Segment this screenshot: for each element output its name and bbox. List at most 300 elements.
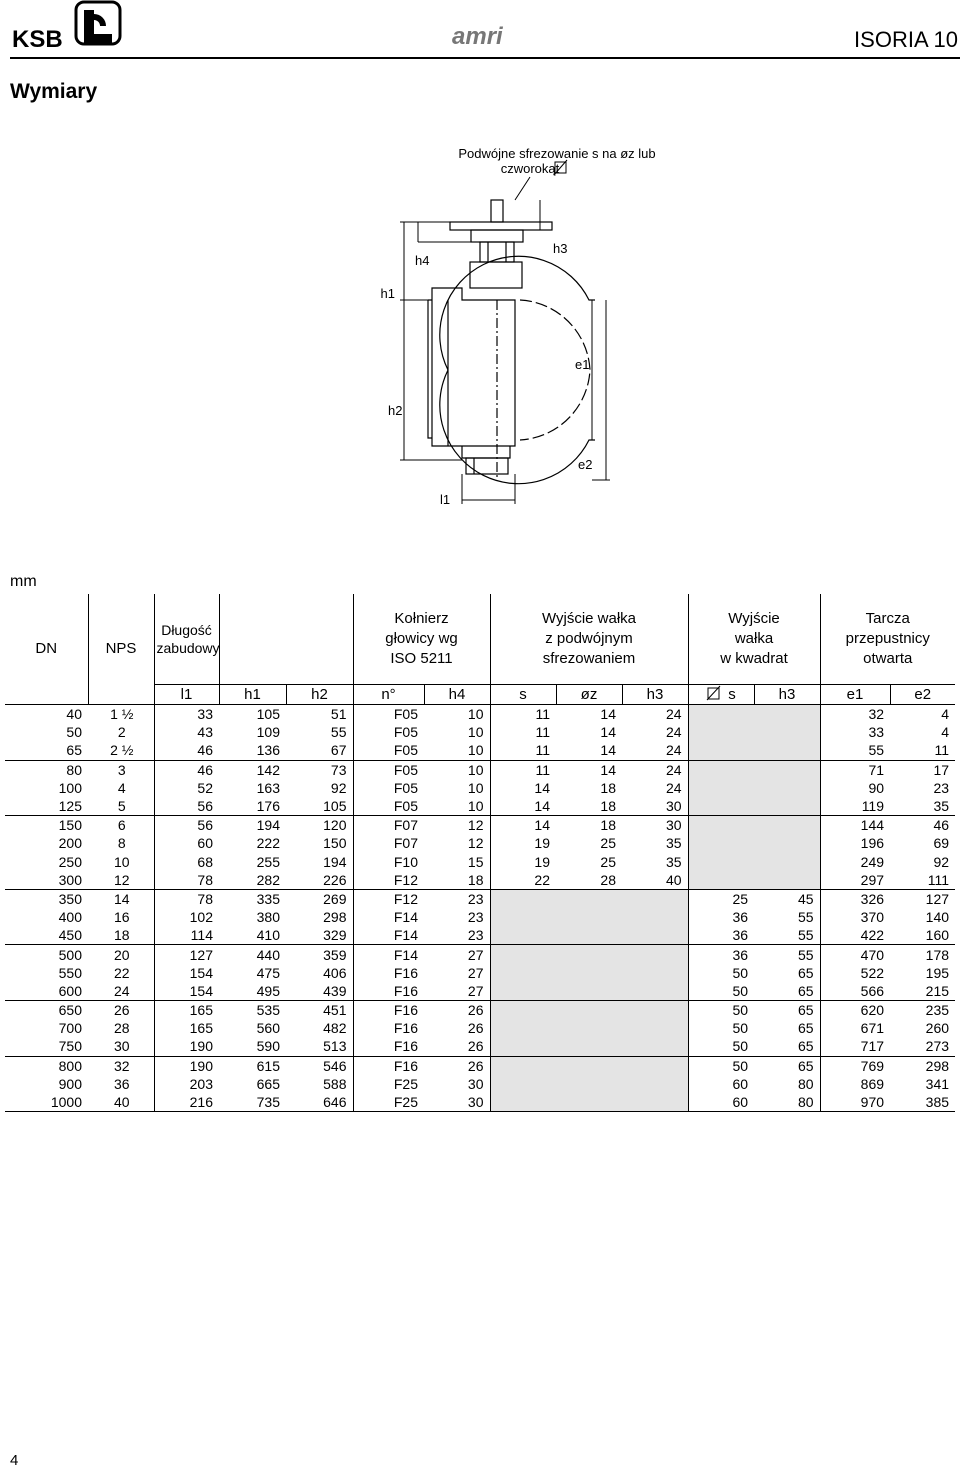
table-cell: 46	[890, 816, 955, 835]
table-cell	[622, 908, 688, 926]
dim-label-h3: h3	[553, 241, 568, 256]
table-cell: 273	[925, 1038, 950, 1055]
table-cell: 26	[424, 1001, 490, 1020]
table-cell: 222	[256, 835, 280, 852]
table-cell	[490, 964, 556, 982]
table-cell: 35	[933, 798, 950, 815]
table-cell: 105	[256, 706, 280, 723]
table-cell: 127	[890, 889, 955, 908]
table-cell	[622, 1037, 688, 1056]
table-cell: 80	[5, 760, 88, 779]
table-cell: 65	[754, 1056, 820, 1075]
table-cell: 650	[5, 1001, 88, 1020]
table-cell: 297	[820, 871, 890, 890]
table-cell: 18	[600, 779, 616, 796]
sub-h3: h3	[622, 685, 688, 705]
table-cell: 350	[5, 889, 88, 908]
table-cell: F12	[353, 889, 424, 908]
table-cell: 35	[665, 853, 682, 870]
table-cell: 127	[154, 945, 219, 964]
drawing-note-line2: czworokąt	[500, 161, 560, 176]
table-cell	[490, 1037, 556, 1056]
square-symbol-icon	[706, 685, 722, 701]
table-cell: 28	[600, 871, 616, 888]
amri-logo-text: amri	[452, 23, 503, 50]
table-row	[5, 926, 955, 945]
table-cell: 194	[219, 816, 286, 835]
col-disc: Tarcza przepustnicy otwarta	[845, 610, 930, 667]
table-cell: 23	[467, 909, 484, 926]
table-cell: 65	[66, 742, 82, 759]
table-row	[5, 834, 955, 852]
table-cell: 800	[5, 1056, 88, 1075]
table-cell: 422	[820, 926, 890, 945]
table-cell: 32	[88, 1056, 154, 1075]
sub-oz: øz	[556, 685, 622, 705]
table-cell: 11	[490, 723, 556, 741]
table-cell: 190	[154, 1037, 219, 1056]
sub-l1: l1	[154, 685, 219, 705]
note-leader-line	[515, 177, 530, 200]
table-row	[5, 889, 955, 908]
table-cell: 282	[256, 871, 280, 888]
table-cell	[556, 1019, 622, 1037]
table-row	[5, 741, 955, 760]
table-cell: 23	[933, 779, 950, 796]
col-dn: DN	[5, 594, 88, 705]
table-cell: 36	[688, 945, 754, 964]
table-cell: 298	[323, 909, 347, 926]
table-cell: 216	[154, 1093, 219, 1112]
table-cell: 125	[58, 798, 82, 815]
table-cell: 140	[925, 909, 950, 926]
table-cell: 235	[890, 1001, 955, 1020]
table-cell: 566	[820, 982, 890, 1001]
table-cell: 69	[933, 835, 950, 852]
table-cell: 14	[600, 742, 616, 759]
product-series: ISORIA 10	[854, 27, 958, 52]
table-cell	[688, 779, 754, 797]
unit-label: mm	[10, 573, 37, 590]
table-row	[5, 1019, 955, 1037]
sub-h4: h4	[424, 685, 490, 705]
table-cell: 196	[820, 834, 890, 852]
table-cell: 359	[286, 945, 353, 964]
table-cell	[556, 1037, 622, 1056]
table-cell: 50	[688, 964, 754, 982]
table-cell: 19	[490, 834, 556, 852]
sub-h2: h2	[286, 685, 353, 705]
table-cell: 900	[58, 1075, 82, 1092]
table-cell: F07	[353, 834, 424, 852]
table-cell: 4	[941, 724, 950, 741]
table-cell: 60	[154, 834, 219, 852]
table-cell: 970	[820, 1093, 890, 1112]
table-cell: 105	[323, 798, 347, 815]
table-cell	[490, 926, 556, 945]
table-cell: 30	[622, 816, 688, 835]
table-cell: 24	[113, 982, 130, 999]
table-cell: 163	[256, 779, 280, 796]
table-cell: 249	[820, 853, 890, 871]
amri-logo	[450, 18, 522, 52]
table-cell: 165	[154, 1001, 219, 1020]
table-cell: 700	[58, 1020, 82, 1037]
table-cell	[556, 1001, 622, 1020]
table-cell	[754, 760, 820, 779]
table-cell: 370	[820, 908, 890, 926]
table-cell: 78	[154, 871, 219, 890]
table-cell: 51	[330, 706, 347, 723]
table-cell: F16	[353, 964, 424, 982]
table-cell	[754, 871, 820, 890]
table-cell	[490, 945, 556, 964]
dimensions-table	[5, 594, 955, 1112]
valve-dimension-drawing	[0, 140, 960, 520]
table-cell	[556, 982, 622, 1001]
table-cell: 120	[286, 816, 353, 835]
table-cell: 190	[154, 1056, 219, 1075]
table-cell: 10	[467, 798, 484, 815]
table-cell: 150	[5, 816, 88, 835]
table-cell: 380	[256, 909, 280, 926]
table-cell: 406	[323, 964, 347, 981]
table-cell	[622, 1001, 688, 1020]
table-cell: 24	[665, 706, 682, 723]
sub-e1: e1	[820, 685, 890, 705]
table-cell: 14	[88, 889, 154, 908]
table-cell: F05	[353, 779, 424, 797]
table-cell: 40	[66, 706, 82, 723]
page-number: 4	[10, 1452, 19, 1469]
table-cell: 335	[219, 889, 286, 908]
table-cell: 56	[154, 816, 219, 835]
table-cell	[556, 1056, 622, 1075]
table-cell: 26	[88, 1001, 154, 1020]
table-cell: 65	[797, 982, 814, 999]
table-cell: 27	[424, 945, 490, 964]
table-cell	[622, 964, 688, 982]
table-cell: 10	[467, 742, 484, 759]
table-cell: 23	[467, 927, 484, 944]
table-cell: F05	[353, 741, 424, 760]
table-cell: 10	[467, 779, 484, 796]
table-cell: F05	[353, 705, 424, 724]
table-cell: 45	[754, 889, 820, 908]
table-cell: 735	[219, 1093, 286, 1112]
table-cell: 30	[113, 1038, 130, 1055]
table-cell	[490, 982, 556, 1001]
table-row	[5, 779, 955, 797]
table-cell: F14	[353, 908, 424, 926]
table-cell: 1 ½	[110, 706, 134, 723]
table-cell	[556, 926, 622, 945]
table-cell: 5	[117, 798, 126, 815]
table-cell: 14	[600, 706, 616, 723]
table-cell: 12	[424, 816, 490, 835]
table-cell: 600	[58, 982, 82, 999]
dim-label-l1: l1	[440, 492, 451, 507]
table-cell: 50	[688, 1037, 754, 1056]
table-cell: 475	[256, 964, 280, 981]
table-cell	[622, 889, 688, 908]
table-cell	[622, 1093, 688, 1112]
table-row	[5, 1075, 955, 1093]
table-cell: 8	[117, 835, 126, 852]
dim-label-e1: e1	[575, 357, 590, 372]
table-cell: 16	[113, 909, 130, 926]
table-cell	[754, 741, 820, 760]
table-cell: 215	[925, 982, 950, 999]
table-cell	[490, 1056, 556, 1075]
table-cell: 65	[797, 964, 814, 981]
table-cell: 665	[256, 1075, 280, 1092]
table-cell: 10	[113, 853, 130, 870]
table-row	[5, 760, 955, 779]
table-cell: 46	[154, 760, 219, 779]
table-cell	[622, 926, 688, 945]
table-cell: 100	[58, 779, 82, 796]
table-cell: 36	[113, 1075, 130, 1092]
table-cell: 470	[820, 945, 890, 964]
table-cell: 27	[467, 964, 484, 981]
drawing-note-line1: Podwójne sfrezowanie s na øz lub	[458, 146, 656, 161]
table-cell: 55	[820, 741, 890, 760]
table-cell: 26	[467, 1020, 484, 1037]
table-cell: 27	[467, 982, 484, 999]
dim-label-h4: h4	[415, 253, 430, 268]
table-cell	[556, 945, 622, 964]
table-row	[5, 908, 955, 926]
table-cell: 92	[933, 853, 950, 870]
table-cell: 10	[467, 724, 484, 741]
table-cell: F25	[353, 1075, 424, 1093]
table-cell	[754, 705, 820, 724]
table-cell	[622, 1019, 688, 1037]
table-cell: 269	[286, 889, 353, 908]
table-cell: 546	[286, 1056, 353, 1075]
table-cell: 500	[5, 945, 88, 964]
table-cell: 80	[754, 1093, 820, 1112]
table-cell: 73	[286, 760, 353, 779]
table-cell: 482	[323, 1020, 347, 1037]
table-cell: 18	[556, 816, 622, 835]
dim-label-e2: e2	[578, 457, 593, 472]
table-cell: 385	[890, 1093, 955, 1112]
table-cell: 32	[820, 705, 890, 724]
table-cell: 50	[688, 982, 754, 1001]
table-cell: 30	[665, 798, 682, 815]
table-cell: 80	[797, 1075, 814, 1092]
table-cell: 439	[323, 982, 347, 999]
table-cell: 30	[467, 1075, 484, 1092]
table-cell: F16	[353, 982, 424, 1001]
table-cell: 65	[797, 1020, 814, 1037]
table-cell: 25	[600, 853, 616, 870]
table-cell: 35	[665, 835, 682, 852]
header-rule	[10, 57, 960, 59]
table-cell: 2 ½	[110, 742, 134, 759]
ksb-logo	[10, 0, 122, 52]
table-cell: 24	[665, 724, 682, 741]
table-cell: 298	[890, 1056, 955, 1075]
table-cell: 450	[58, 927, 82, 944]
table-cell: 2	[117, 724, 126, 741]
table-cell: F12	[353, 871, 424, 890]
table-cell: 194	[323, 853, 347, 870]
table-cell: 14	[556, 760, 622, 779]
table-cell	[688, 816, 754, 835]
table-cell: 250	[58, 853, 82, 870]
table-cell	[688, 797, 754, 816]
table-row	[5, 1037, 955, 1056]
table-cell: 178	[890, 945, 955, 964]
table-cell: F05	[353, 760, 424, 779]
table-cell: F25	[353, 1093, 424, 1112]
table-cell: 25	[688, 889, 754, 908]
sub-square-h3: h3	[754, 685, 820, 705]
table-cell: 43	[154, 723, 219, 741]
table-cell	[622, 945, 688, 964]
table-cell: 620	[820, 1001, 890, 1020]
table-cell: F16	[353, 1019, 424, 1037]
table-cell: 78	[154, 889, 219, 908]
table-cell: 12	[467, 835, 484, 852]
col-flange: Kołnierz głowicy wg ISO 5211	[353, 594, 490, 685]
table-cell: 67	[330, 742, 347, 759]
table-cell: 203	[154, 1075, 219, 1093]
table-cell: 28	[113, 1020, 130, 1037]
table-cell: 14	[490, 779, 556, 797]
table-cell	[556, 889, 622, 908]
table-cell: 142	[219, 760, 286, 779]
table-cell: 326	[820, 889, 890, 908]
table-cell: 560	[256, 1020, 280, 1037]
table-row	[5, 816, 955, 835]
table-cell	[556, 1093, 622, 1112]
table-cell: 36	[688, 926, 754, 945]
table-cell: 200	[58, 835, 82, 852]
table-cell: 119	[820, 797, 890, 816]
table-cell: 50	[688, 1019, 754, 1037]
table-cell: 15	[467, 853, 484, 870]
table-cell: 50	[688, 1001, 754, 1020]
table-cell: 18	[600, 798, 616, 815]
sub-square-s: s	[688, 685, 754, 705]
table-row	[5, 982, 955, 1001]
table-cell: 671	[820, 1019, 890, 1037]
table-cell	[622, 982, 688, 1001]
table-cell: 535	[219, 1001, 286, 1020]
table-cell	[490, 889, 556, 908]
table-row	[5, 723, 955, 741]
table-cell	[688, 705, 754, 724]
table-cell	[688, 853, 754, 871]
table-cell: 300	[58, 871, 82, 888]
table-cell: 513	[323, 1038, 347, 1055]
table-cell: 52	[154, 779, 219, 797]
ksb-logo-text: KSB	[12, 26, 63, 52]
disc-outline	[440, 256, 595, 483]
table-cell: 144	[820, 816, 890, 835]
table-row	[5, 1093, 955, 1112]
table-cell	[688, 871, 754, 890]
table-cell: 646	[286, 1093, 353, 1112]
table-cell: 150	[323, 835, 347, 852]
table-cell: 750	[58, 1038, 82, 1055]
table-cell: 136	[256, 742, 280, 759]
table-row	[5, 1001, 955, 1020]
col-length: Długość zabudowy	[154, 594, 219, 685]
table-cell: 160	[925, 927, 950, 944]
table-cell: 195	[925, 964, 950, 981]
table-cell	[490, 1019, 556, 1037]
table-cell: 71	[820, 760, 890, 779]
table-cell: 18	[113, 927, 130, 944]
table-cell: 14	[490, 816, 556, 835]
table-cell: 92	[330, 779, 347, 796]
table-cell: 440	[219, 945, 286, 964]
table-cell: 33	[154, 705, 219, 724]
table-cell: F05	[353, 797, 424, 816]
table-cell: 3	[88, 760, 154, 779]
table-row	[5, 853, 955, 871]
table-cell	[754, 797, 820, 816]
table-cell: 154	[154, 982, 219, 1001]
table-cell: 90	[820, 779, 890, 797]
table-cell	[622, 1056, 688, 1075]
table-cell	[490, 1093, 556, 1112]
table-cell: 111	[927, 871, 950, 888]
table-cell: 19	[490, 853, 556, 871]
table-cell: 12	[113, 871, 130, 888]
table-cell: F07	[353, 816, 424, 835]
table-cell: 11	[490, 741, 556, 760]
table-cell: F16	[353, 1037, 424, 1056]
table-row	[5, 797, 955, 816]
table-cell	[556, 1075, 622, 1093]
table-cell: 26	[424, 1056, 490, 1075]
table-cell: 23	[424, 889, 490, 908]
table-cell	[688, 760, 754, 779]
table-row	[5, 705, 955, 724]
table-cell	[754, 779, 820, 797]
table-cell: 22	[490, 871, 556, 890]
col-heights	[219, 594, 353, 685]
table-cell	[754, 834, 820, 852]
table-cell: 260	[925, 1020, 950, 1037]
table-cell: 522	[820, 964, 890, 982]
table-cell: 14	[600, 724, 616, 741]
table-cell: 24	[622, 760, 688, 779]
dim-label-h1: h1	[380, 286, 395, 301]
table-cell: 20	[88, 945, 154, 964]
table-cell: F14	[353, 926, 424, 945]
table-cell: 50	[66, 724, 82, 741]
table-cell: 36	[688, 908, 754, 926]
table-cell: 4	[941, 706, 950, 723]
table-cell: 18	[467, 871, 484, 888]
table-cell: 255	[256, 853, 280, 870]
table-cell: 55	[797, 927, 814, 944]
table-cell: 22	[113, 964, 130, 981]
table-cell: 65	[797, 1038, 814, 1055]
table-cell: 40	[88, 1093, 154, 1112]
table-cell: 24	[665, 779, 682, 796]
table-cell: 17	[890, 760, 955, 779]
table-body	[5, 705, 955, 1112]
table-cell: F16	[353, 1001, 424, 1020]
